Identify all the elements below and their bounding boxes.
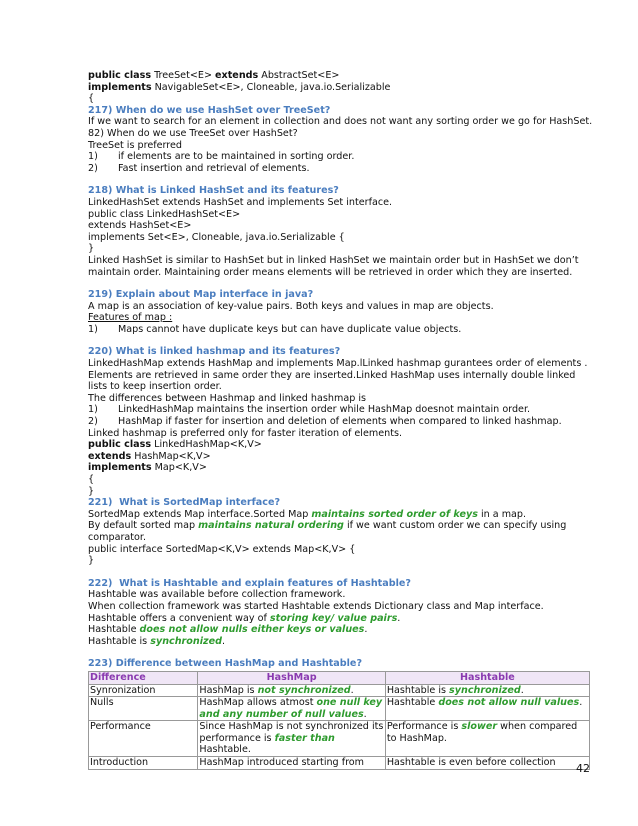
page-number: 42 bbox=[576, 762, 590, 775]
list-number: 1) bbox=[88, 151, 98, 163]
emphasis: does not allow null values bbox=[438, 697, 580, 709]
spacer bbox=[88, 335, 590, 346]
text: Since HashMap is not synchronized its performance is bbox=[199, 721, 384, 744]
keyword: implements bbox=[88, 462, 152, 474]
answer-222-l3 bbox=[88, 613, 590, 625]
table-cell: Synronization bbox=[89, 684, 198, 697]
header-difference: Difference bbox=[89, 671, 198, 684]
table-cell: HashMap introduced starting from bbox=[198, 757, 385, 770]
answer-218-l2: public class LinkedHashSet<E> bbox=[88, 208, 241, 220]
text: Hashtable bbox=[386, 697, 439, 709]
list-number: 1) bbox=[88, 323, 98, 335]
table-cell: Hashtable is even before collection bbox=[385, 757, 589, 770]
text: . bbox=[397, 612, 401, 624]
list-item bbox=[88, 324, 590, 336]
list-text: Maps cannot have duplicate keys but can have duplicate value objects. bbox=[118, 323, 462, 335]
spacer bbox=[88, 647, 590, 658]
keyword: public class bbox=[88, 70, 152, 81]
emphasis: one null key and any number of null values bbox=[199, 697, 383, 720]
keyword: public class bbox=[88, 439, 152, 451]
emphasis: does not allow nulls either keys or values bbox=[139, 624, 365, 636]
document-page bbox=[88, 70, 593, 770]
table-row bbox=[89, 721, 590, 757]
emphasis: synchronized bbox=[449, 684, 521, 696]
code-brace: { bbox=[88, 93, 95, 105]
question-223-title: 223) Difference between HashMap and Hashtable? bbox=[88, 658, 363, 670]
text: Hashtable offers a convenient way of bbox=[88, 612, 270, 624]
text: Hashtable is bbox=[88, 635, 151, 647]
text: if we want custom order we can specify using comparator. bbox=[88, 520, 567, 543]
text: Hashtable. bbox=[199, 744, 251, 756]
answer-219-l1: A map is an association of key-value pairs. Both keys and values in map are objects. bbox=[88, 300, 494, 312]
list-number: 1) bbox=[88, 404, 98, 416]
text: . bbox=[350, 684, 354, 696]
list-text: LinkedHashMap maintains the insertion order while HashMap doesnot maintain order. bbox=[118, 404, 531, 416]
emphasis: maintains natural ordering bbox=[198, 520, 344, 532]
table-header-row bbox=[89, 671, 590, 684]
keyword: extends bbox=[88, 450, 132, 462]
answer-220-p2: The differences between Hashmap and linked hashmap is bbox=[88, 392, 367, 404]
answer-221-l3: public interface SortedMap<K,V> extends Map<K,V> { bbox=[88, 543, 356, 555]
table-row bbox=[89, 684, 590, 697]
text: . bbox=[364, 624, 368, 636]
table-cell: Performance bbox=[89, 721, 198, 757]
code-text: TreeSet<E> bbox=[151, 70, 216, 81]
code-text: AbstractSet<E> bbox=[258, 70, 340, 81]
answer-218-l5: } bbox=[88, 243, 95, 255]
code-text: NavigableSet<E>, Cloneable, java.io.Serializable bbox=[151, 81, 391, 93]
answer-218-l4: implements Set<E>, Cloneable, java.io.Serializable { bbox=[88, 231, 345, 243]
table-cell bbox=[385, 684, 589, 697]
code-text: LinkedHashMap<K,V> bbox=[151, 439, 262, 451]
answer-222-l5 bbox=[88, 636, 590, 648]
code-text: HashMap<K,V> bbox=[131, 450, 211, 462]
table-cell bbox=[385, 721, 589, 757]
list-item bbox=[88, 163, 590, 175]
header-hashmap: HashMap bbox=[198, 671, 385, 684]
table-cell bbox=[198, 697, 385, 721]
emphasis: storing key/ value pairs bbox=[269, 612, 398, 624]
text: Hashtable bbox=[88, 624, 140, 636]
emphasis: slower bbox=[461, 721, 498, 733]
table-cell: Nulls bbox=[89, 697, 198, 721]
text: . bbox=[579, 697, 583, 709]
table-cell bbox=[198, 721, 385, 757]
answer-217-p3: TreeSet is preferred bbox=[88, 139, 183, 151]
answer-220-p1: LinkedHashMap extends HashMap and implements Map.lLinked hashmap gurantees order of elements . Elements are retrieved in same order they are inserted.Linked HashMap uses internally double linked lists to keep insertion order. bbox=[88, 358, 588, 393]
table-cell bbox=[198, 684, 385, 697]
code-brace-close: } bbox=[88, 485, 95, 497]
answer-217-p2: 82) When do we use TreeSet over HashSet? bbox=[88, 127, 298, 139]
list-text: Fast insertion and retrieval of elements. bbox=[118, 162, 310, 174]
text: HashMap is bbox=[199, 684, 258, 696]
emphasis: synchronized bbox=[150, 635, 222, 647]
text: when compared to HashMap. bbox=[386, 721, 578, 744]
spacer bbox=[88, 174, 590, 185]
spacer bbox=[88, 278, 590, 289]
text: Hashtable is bbox=[386, 684, 450, 696]
question-219-title: 219) Explain about Map interface in java? bbox=[88, 289, 314, 301]
comparison-table bbox=[88, 671, 590, 770]
list-item bbox=[88, 151, 590, 163]
treeset-declaration-line-1 bbox=[88, 70, 590, 82]
keyword: implements bbox=[88, 81, 152, 93]
question-221-title: 221) What is SortedMap interface? bbox=[88, 497, 281, 509]
table-cell bbox=[385, 697, 589, 721]
answer-217-p1: If we want to search for an element in collection and does not want any sorting order we go for HashSet. bbox=[88, 116, 593, 128]
answer-218-paragraph: Linked HashSet is similar to HashSet but in linked HashSet we maintain order but in HashSet we don’t maintain order. Maintaining order means elements will be retrieved in order which they are inserted. bbox=[88, 254, 579, 278]
answer-222-l2: When collection framework was started Hashtable extends Dictionary class and Map interface. bbox=[88, 600, 544, 612]
emphasis: not synchronized bbox=[257, 684, 351, 696]
text: . bbox=[363, 708, 367, 720]
text: By default sorted map bbox=[88, 520, 199, 532]
header-hashtable: Hashtable bbox=[385, 671, 589, 684]
list-item bbox=[88, 404, 590, 416]
question-217-title: 217) When do we use HashSet over TreeSet? bbox=[88, 104, 331, 116]
text: HashMap allows atmost bbox=[199, 697, 317, 709]
linkedhashmap-declaration-line-1 bbox=[88, 439, 590, 451]
answer-221-l4: } bbox=[88, 555, 95, 567]
code-brace-open: { bbox=[88, 474, 95, 485]
text: . bbox=[520, 684, 524, 696]
text: . bbox=[221, 635, 226, 647]
list-text: HashMap if faster for insertion and deletion of elements when compared to linked hashmap. Linked hashmap is preferred only for faster iteration of elements. bbox=[88, 416, 562, 439]
question-218-title: 218) What is Linked HashSet and its features? bbox=[88, 185, 339, 197]
answer-218-l1: LinkedHashSet extends HashSet and implements Set interface. bbox=[88, 196, 393, 208]
table-row bbox=[89, 757, 590, 770]
answer-219-features-heading: Features of map : bbox=[88, 312, 173, 324]
answer-218-l3: extends HashSet<E> bbox=[88, 220, 192, 232]
list-number: 2) bbox=[88, 416, 98, 428]
emphasis: faster than bbox=[274, 732, 335, 744]
answer-221-l1 bbox=[88, 509, 590, 521]
emphasis: maintains sorted order of keys bbox=[311, 508, 478, 520]
keyword: extends bbox=[215, 70, 259, 81]
table-row bbox=[89, 697, 590, 721]
list-item bbox=[88, 416, 590, 439]
text: SortedMap extends Map interface.Sorted Map bbox=[88, 508, 312, 520]
code-text: Map<K,V> bbox=[151, 462, 207, 474]
answer-222-l4 bbox=[88, 624, 590, 636]
answer-221-l2 bbox=[88, 520, 590, 543]
text: in a map. bbox=[477, 508, 527, 520]
answer-222-l1: Hashtable was available before collection framework. bbox=[88, 589, 346, 601]
question-222-title: 222) What is Hashtable and explain features of Hashtable? bbox=[88, 577, 411, 589]
treeset-declaration-line-2 bbox=[88, 82, 590, 94]
list-text: if elements are to be maintained in sorting order. bbox=[118, 151, 355, 163]
list-number: 2) bbox=[88, 162, 98, 174]
spacer bbox=[88, 567, 590, 578]
question-220-title: 220) What is linked hashmap and its features? bbox=[88, 346, 341, 358]
text: Performance is bbox=[386, 721, 462, 733]
linkedhashmap-declaration-line-2 bbox=[88, 451, 590, 463]
linkedhashmap-declaration-line-3 bbox=[88, 462, 590, 474]
table-cell: Introduction bbox=[89, 757, 198, 770]
